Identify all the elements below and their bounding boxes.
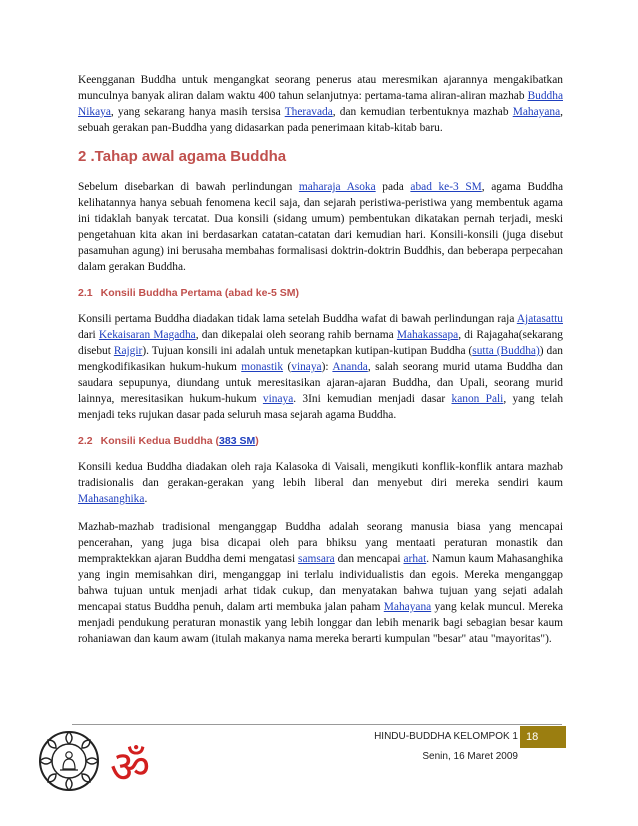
paragraph-second-council: Konsili kedua Buddha diadakan oleh raja Kalasoka di Vaisali, mengikuti konflik-konflik antara mazhab tradisionalis dan gerakan-gerakan yang lebih liberal dan menyebut diri mereka sendiri kaum Mahasanghika. xyxy=(78,461,563,505)
footer-title: HINDU-BUDDHA KELOMPOK 1 xyxy=(374,731,518,742)
svg-text:ॐ: ॐ xyxy=(110,742,151,790)
link-vinaya[interactable]: vinaya xyxy=(291,361,322,373)
link-theravada[interactable]: Theravada xyxy=(284,106,333,118)
subsection-heading-first-council: 2.1 Konsili Buddha Pertama (abad ke-5 SM) xyxy=(78,287,299,299)
link-vinaya-2[interactable]: vinaya xyxy=(262,393,294,405)
link-rajgir[interactable]: Rajgir xyxy=(113,345,143,357)
link-arhat[interactable]: arhat xyxy=(403,553,427,565)
link-samsara[interactable]: samsara xyxy=(298,553,335,565)
page-content xyxy=(78,72,563,659)
link-ajatasattu[interactable]: Ajatasattu xyxy=(516,313,563,325)
page-number-badge: 18 xyxy=(520,726,566,748)
link-kanon-pali[interactable]: kanon Pali xyxy=(451,393,504,405)
paragraph-first-council: Konsili pertama Buddha diadakan tidak lama setelah Buddha wafat di bawah perlindungan raja Ajatasattu dari Kekaisaran Magadha, dan dikepalai oleh seorang rahib bernama Mahakassapa, di Rajagaha(sekarang disebut Rajgir). Tujuan konsili ini adalah untuk menetapkan kutipan-kutipan Buddha (sutta (Buddha)) dan mengkodifikasikan hukum-hukum monastik (vinaya): Ananda, salah seorang murid utama Buddha dan saudara sepupunya, diundang untuk meresitasikan ajaran-ajaran Buddha, dan Upali, seorang murid lainnya, meresitasikan hukum-hukum vinaya. 3Ini kemudian menjadi dasar kanon Pali, yang telah menjadi teks rujukan dasar pada seluruh masa sejarah agama Buddha. xyxy=(78,313,564,421)
link-maharaja-asoka[interactable]: maharaja Asoka xyxy=(298,181,376,193)
link-383-sm[interactable]: 383 SM xyxy=(219,435,256,447)
link-monastik[interactable]: monastik xyxy=(241,361,284,373)
link-mahayana[interactable]: Mahayana xyxy=(512,106,561,118)
paragraph-intro: Keengganan Buddha untuk mengangkat seorang penerus atau meresmikan ajarannya mengakibatkan munculnya banyak aliran dalam waktu 400 tahun selanjutnya: pertama-tama aliran-aliran mazhab Buddha Nikaya, yang sekarang hanya masih tersisa Theravada, dan kemudian terbentuknya mazhab Mahayana, sebuah gerakan pan-Buddha yang didasarkan pada penerimaan kitab-kitab baru. xyxy=(78,74,563,134)
link-kekaisaran-magadha[interactable]: Kekaisaran Magadha xyxy=(98,329,196,341)
footer-divider xyxy=(72,724,562,725)
footer-date: Senin, 16 Maret 2009 xyxy=(422,751,518,762)
paragraph-traditional-schools: Mazhab-mazhab tradisional menganggap Buddha adalah seorang manusia biasa yang mencapai pencerahan, yang juga bisa dicapai oleh para bhiksu yang mentaati peraturan monastik dan mempraktekkan ajaran Buddha demi mengatasi samsara dan mencapai arhat. Namun kaum Mahasanghika yang ingin memisahkan diri, menganggap ini terlalu individualistis dan egois. Mereka menganggap bahwa tujuan untuk menjadi arhat tidak cukup, dan menyatakan bahwa tujuan yang sejati adalah mencapai status Buddha penuh, dalam arti membuka jalan paham Mahayana yang kelak muncul. Mereka menjadi pendukung peraturan monastik yang lebih longgar dan lebih menarik bagi sebagian besar kaum rohaniawan dan kaum awam (itulah makanya nama mereka berarti kumpulan "besar" atau "mayoritas"). xyxy=(78,521,564,645)
link-mahasanghika[interactable]: Mahasanghika xyxy=(78,493,145,505)
subsection-heading-second-council: 2.2 Konsili Kedua Buddha (383 SM) xyxy=(78,435,259,447)
link-abad-ke-3-sm[interactable]: abad ke-3 SM xyxy=(410,181,482,193)
link-mahayana-2[interactable]: Mahayana xyxy=(383,601,432,613)
link-sutta-buddha[interactable]: sutta (Buddha) xyxy=(472,345,540,357)
link-buddha-nikaya[interactable]: Buddha Nikaya xyxy=(78,90,563,118)
section-heading: 2 .Tahap awal agama Buddha xyxy=(78,148,287,165)
dharma-wheel-buddha-icon xyxy=(36,728,102,794)
link-mahakassapa[interactable]: Mahakassapa xyxy=(396,329,459,341)
link-ananda[interactable]: Ananda xyxy=(332,361,368,373)
paragraph-early-stage: Sebelum disebarkan di bawah perlindungan maharaja Asoka pada abad ke-3 SM, agama Buddha kelihatannya hanya sebuah fenomena kecil saja, dan sejarah peristiwa-peristiwa yang membentuk agama ini tidaklah banyak tercatat. Dua konsili (sidang umum) pembentukan dikatakan pernah terjadi, meski pengetahuan kita akan ini berdasarkan catatan-catatan dari kemudian hari. Konsili-konsili (juga disebut pasamuhan agung) ini berusaha membahas formalisasi doktrin-doktrin Buddhis, dan beberapa perpecahan dalam gerakan Buddha. xyxy=(78,181,563,273)
om-symbol-icon xyxy=(108,740,154,790)
